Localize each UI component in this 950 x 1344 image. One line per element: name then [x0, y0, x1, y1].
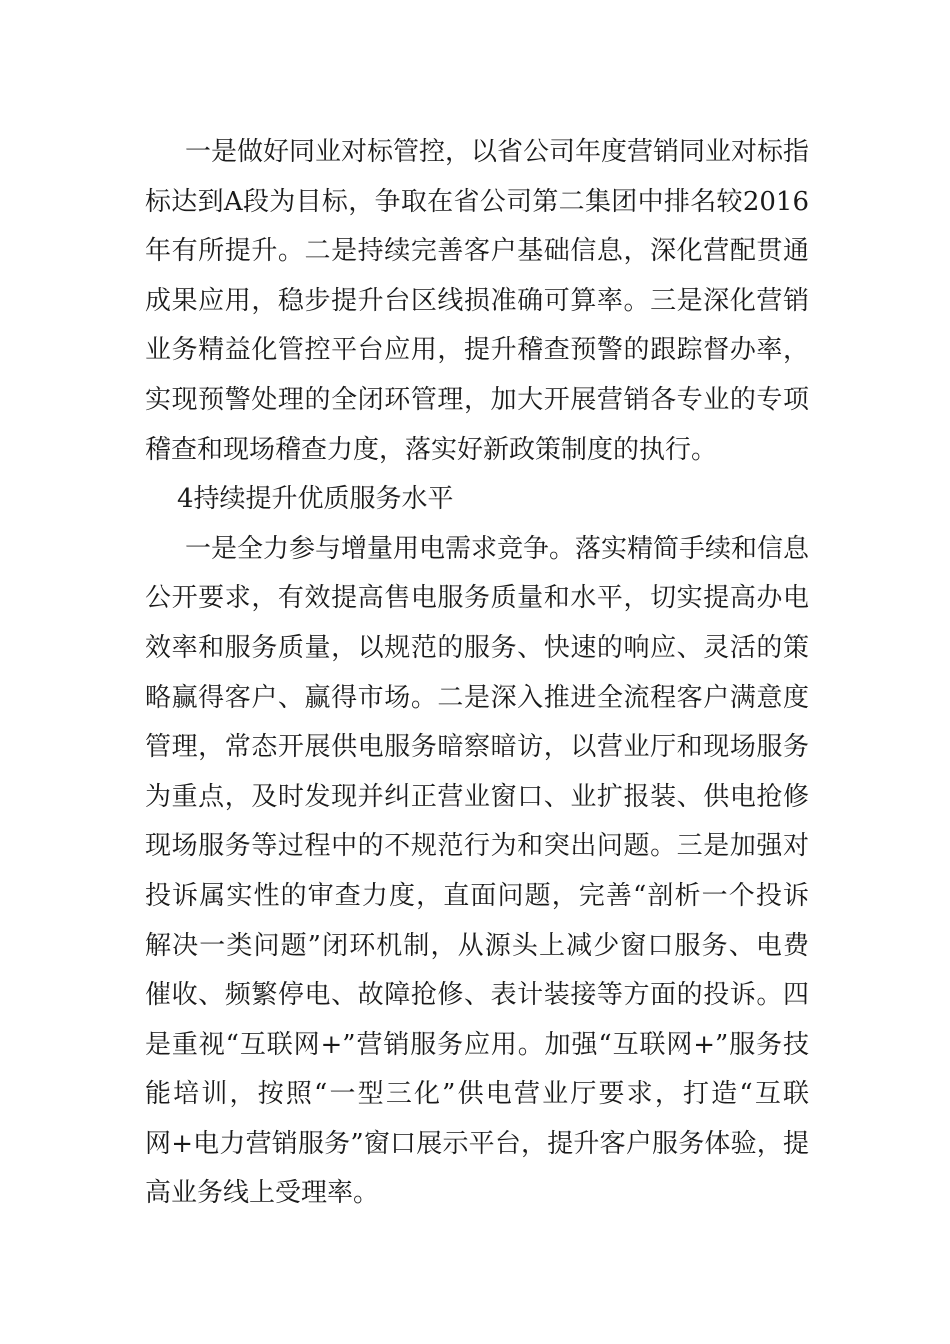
paragraph-line: 能培训，按照“一型三化”供电营业厅要求，打造“互联 — [145, 1079, 809, 1110]
paragraph-line: 高业务线上受理率。 — [145, 1178, 380, 1209]
paragraph-line: 实现预警处理的全闭环管理，加大开展营销各专业的专项 — [145, 384, 809, 415]
paragraph-benchmarking — [145, 128, 809, 475]
paragraph-line: 稽查和现场稽查力度，落实好新政策制度的执行。 — [145, 434, 718, 465]
paragraph-service-quality — [145, 525, 809, 1219]
paragraph-line: 公开要求，有效提高售电服务质量和水平，切实提高办电 — [145, 583, 809, 614]
paragraph-line: 效率和服务质量，以规范的服务、快速的响应、灵活的策 — [145, 632, 809, 663]
paragraph-line: 是重视“互联网+”营销服务应用。加强“互联网+”服务技 — [145, 1029, 809, 1060]
paragraph-line: 网+电力营销服务”窗口展示平台，提升客户服务体验，提 — [145, 1128, 809, 1159]
paragraph-line: 解决一类问题”闭环机制，从源头上减少窗口服务、电费 — [145, 930, 809, 961]
paragraph-line: 投诉属实性的审查力度，直面问题，完善“剖析一个投诉 — [145, 880, 809, 911]
paragraph-line: 管理，常态开展供电服务暗察暗访，以营业厅和现场服务 — [145, 732, 809, 763]
paragraph-line: 一是做好同业对标管控，以省公司年度营销同业对标指 — [185, 137, 810, 167]
paragraph-line: 业务精益化管控平台应用，提升稽查预警的跟踪督办率， — [145, 335, 809, 366]
paragraph-line: 现场服务等过程中的不规范行为和突出问题。三是加强对 — [145, 831, 809, 862]
document-body — [145, 128, 809, 1219]
paragraph-line: 年有所提升。二是持续完善客户基础信息，深化营配贯通 — [145, 236, 809, 267]
paragraph-line: 标达到A段为目标，争取在省公司第二集团中排名较2016 — [145, 186, 809, 217]
paragraph-line: 一是全力参与增量用电需求竞争。落实精简手续和信息 — [185, 533, 810, 564]
section-heading: 4持续提升优质服务水平 — [177, 484, 454, 515]
paragraph-line: 成果应用，稳步提升台区线损准确可算率。三是深化营销 — [145, 285, 809, 316]
paragraph-line: 略赢得客户、赢得市场。二是深入推进全流程客户满意度 — [145, 682, 809, 713]
paragraph-line: 为重点，及时发现并纠正营业窗口、业扩报装、供电抢修 — [145, 781, 809, 812]
paragraph-line: 催收、频繁停电、故障抢修、表计装接等方面的投诉。四 — [145, 980, 809, 1011]
